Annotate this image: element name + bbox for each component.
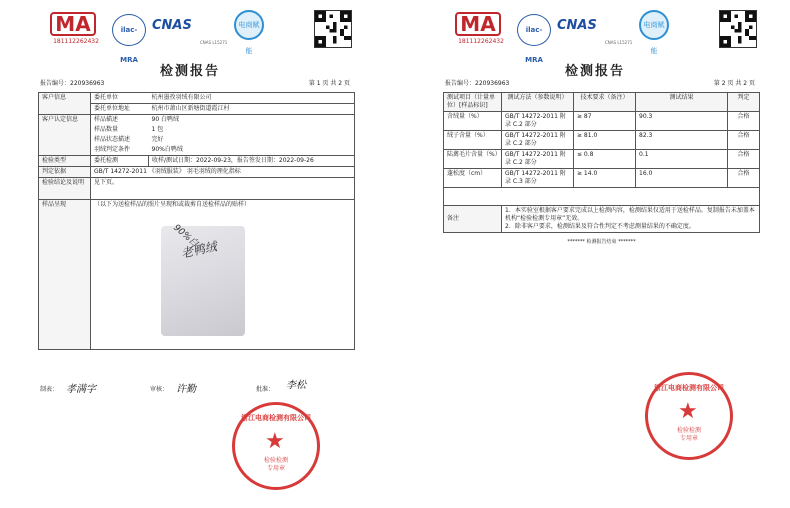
seal-line-2-b: 专用章 — [679, 435, 698, 442]
basis-label: 判定依据 — [39, 167, 91, 178]
result-cell: 90.3 — [636, 112, 728, 131]
photo-writing: 老鸭绒 — [179, 239, 219, 261]
col-requirement: 技术要求（备注） — [574, 93, 636, 112]
page-indicator: 第 1 页 共 2 页 — [308, 80, 350, 87]
report-title: 检测报告 — [159, 64, 220, 79]
cnas-number: CNAS L15271 — [200, 40, 228, 45]
notes-cell — [502, 206, 760, 233]
client-address-value: 杭州市萧山区新塘街道霞江村 — [149, 104, 355, 115]
judge-cond-label: 羽绒判定条件 — [91, 145, 149, 156]
cma-logo-text: MA — [50, 12, 96, 36]
sample-photo — [161, 222, 245, 336]
report-page-1 — [0, 0, 380, 508]
requirement-cell: ≥ 87 — [574, 112, 636, 131]
results-table — [443, 92, 760, 233]
reviewed-by-label: 审核： — [150, 386, 169, 393]
photo-writing-top: 90%白 — [171, 222, 200, 250]
note-1: 1．本实验室根据客户要求完成以上检测内容，检测结果仅适用于送检样品。复制报告未加盖本机构“检验检测专用章”无效。 — [505, 207, 755, 222]
ecommerce-cert-logo-2: 电商赋能 — [639, 10, 669, 40]
cnas-number-2: CNAS L15271 — [605, 40, 633, 45]
col-item: 测试项目（计量单位）[样品标识] — [444, 93, 502, 112]
cma-logo-2 — [455, 12, 507, 50]
cma-number: 181112262432 — [53, 38, 99, 45]
verdict-cell: 合格 — [728, 131, 760, 150]
seal-org-2: 浙江电商检测有限公司 — [654, 384, 724, 392]
verdict-cell: 合格 — [728, 169, 760, 188]
sample-desc-label: 样品描述 — [91, 115, 149, 126]
client-confirm-label: 客户认定信息 — [39, 115, 91, 156]
seal-line-1-b: 检验检测 — [676, 427, 701, 434]
conclusion-label: 检验结论及说明 — [39, 178, 91, 200]
col-method: 测试方法（参数说明） — [502, 93, 574, 112]
judge-cond-value: 90%白鸭绒 — [149, 145, 355, 156]
reviewed-signature: 许勤 — [176, 384, 196, 395]
ecommerce-cert-logo: 电商赋能 — [234, 10, 264, 40]
result-cell: 82.3 — [636, 131, 728, 150]
basis-value: GB/T 14272-2011 《羽绒服装》 羽毛羽绒的理化指标 — [91, 167, 355, 178]
client-info-label: 客户信息 — [39, 93, 91, 115]
verdict-cell: 合格 — [728, 112, 760, 131]
result-cell: 16.0 — [636, 169, 728, 188]
note-2: 2．除非客户要求，检测结果及符合性判定不考虑测量结果的不确定度。 — [505, 223, 695, 230]
seal-text — [235, 457, 317, 473]
prepared-signature: 孝满字 — [66, 384, 96, 395]
test-dates: 收样/测试日期：2022-09-23，报告签发日期：2022-09-26 — [149, 156, 355, 167]
page-indicator-2: 第 2 页 共 2 页 — [713, 80, 755, 87]
ilac-mra-logo-2: ilac-MRA — [517, 14, 551, 46]
report-number-2: 报告编号：220936963 — [445, 80, 510, 87]
seal-org: 浙江电商检测有限公司 — [241, 414, 311, 422]
report-header — [28, 10, 352, 64]
table-row — [444, 169, 760, 188]
sample-qty-label: 样品数量 — [91, 125, 149, 135]
seal-line-1: 检验检测 — [263, 457, 288, 464]
cnas-logo: CNAS — [152, 18, 192, 33]
client-address-label: 委托单位地址 — [91, 104, 149, 115]
photo-caption: （以下为送检样品的照片呈现和或裁剪自送检样品的贴样） — [94, 201, 251, 208]
cnas-logo-2: CNAS — [557, 18, 597, 33]
ilac-mra-logo: ilac-MRA — [112, 14, 146, 46]
col-verdict: 判定 — [728, 93, 760, 112]
test-type-value: 委托检测 — [91, 156, 149, 167]
note-label: 备注 — [444, 206, 502, 233]
item-cell: 陆禽毛片含量（%） — [444, 150, 502, 169]
report-number: 报告编号：220936963 — [40, 80, 105, 87]
item-cell: 绒子含量（%） — [444, 131, 502, 150]
test-type-label: 检验类型 — [39, 156, 91, 167]
verdict-cell: 合格 — [728, 150, 760, 169]
requirement-cell: ≥ 81.0 — [574, 131, 636, 150]
sample-state-value: 完好 — [149, 135, 355, 145]
conclusion-value: 见下页。 — [91, 178, 355, 200]
star-icon-2: ★ — [678, 399, 698, 424]
official-seal — [232, 402, 320, 490]
star-icon: ★ — [265, 429, 285, 454]
result-cell: 0.1 — [636, 150, 728, 169]
approved-signature: 李松 — [286, 380, 306, 391]
cma-logo-text-2: MA — [455, 12, 501, 36]
qr-code-icon — [314, 10, 352, 48]
requirement-cell: ≥ 14.0 — [574, 169, 636, 188]
report-end-marker: ******* 检测报告结束 ******* — [567, 239, 636, 245]
blank-row — [444, 188, 760, 206]
seal-line-2: 专用章 — [266, 465, 285, 472]
photo-cell — [91, 200, 355, 350]
sample-info-table — [38, 92, 355, 350]
method-cell: GB/T 14272-2011 附录 C.2 部分 — [502, 112, 574, 131]
qr-code-icon-2 — [719, 10, 757, 48]
signature-row — [40, 380, 350, 396]
table-row — [444, 150, 760, 169]
seal-text-2 — [648, 427, 730, 443]
official-seal-2 — [645, 372, 733, 460]
sample-desc-value: 90 白鸭绒 — [149, 115, 355, 126]
method-cell: GB/T 14272-2011 附录 C.2 部分 — [502, 131, 574, 150]
client-name-value: 杭州墨孜羽绒有限公司 — [149, 93, 355, 104]
col-result: 测试结果 — [636, 93, 728, 112]
item-cell: 含绒量（%） — [444, 112, 502, 131]
item-cell: 蓬松度（cm） — [444, 169, 502, 188]
photo-label: 样品呈现 — [39, 200, 91, 350]
report-header-2 — [433, 10, 757, 64]
client-name-label: 委托单位 — [91, 93, 149, 104]
table-row — [444, 112, 760, 131]
report-title-2: 检测报告 — [564, 64, 625, 79]
table-row — [444, 131, 760, 150]
cma-number-2: 181112262432 — [458, 38, 504, 45]
requirement-cell: ≤ 0.8 — [574, 150, 636, 169]
cma-logo — [50, 12, 102, 50]
report-page-2 — [405, 0, 785, 508]
method-cell: GB/T 14272-2011 附录 C.2 部分 — [502, 150, 574, 169]
prepared-by-label: 制表： — [40, 386, 59, 393]
method-cell: GB/T 14272-2011 附录 C.3 部分 — [502, 169, 574, 188]
approved-by-label: 批准： — [256, 386, 275, 393]
sample-state-label: 样品状态描述 — [91, 135, 149, 145]
sample-qty-value: 1 包 — [149, 125, 355, 135]
